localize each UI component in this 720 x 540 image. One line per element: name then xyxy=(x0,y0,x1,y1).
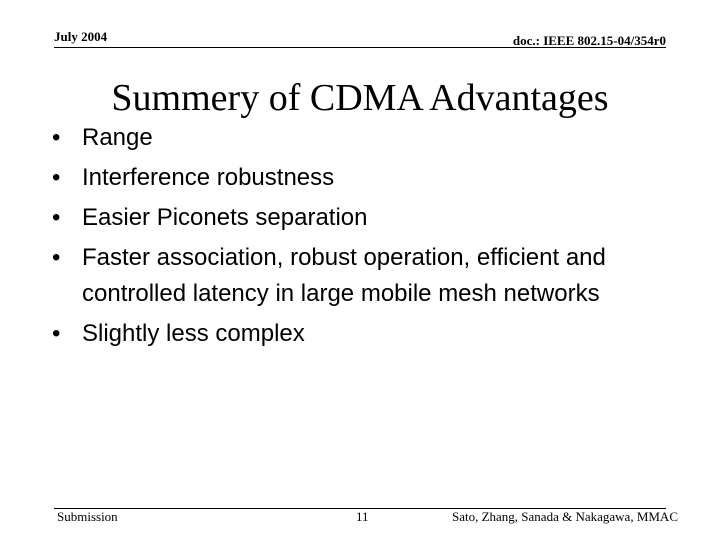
bullet-icon: • xyxy=(52,320,61,347)
bullet-item xyxy=(52,158,672,198)
bullet-text: Slightly less complex xyxy=(82,320,305,347)
bullet-text: Easier Piconets separation xyxy=(82,204,368,231)
header-doc-id: doc.: IEEE 802.15-04/354r0 xyxy=(512,33,666,48)
bullet-item xyxy=(52,238,672,314)
bullet-text: Interference robustness xyxy=(82,164,335,191)
bullet-list xyxy=(52,118,672,354)
bullet-icon: • xyxy=(52,244,61,271)
header-divider xyxy=(54,47,666,48)
slide-title: Summery of CDMA Advantages xyxy=(111,77,609,119)
bullet-icon: • xyxy=(52,124,61,151)
header-date: July 2004 xyxy=(54,29,108,44)
bullet-text: Range xyxy=(82,124,153,151)
bullet-item xyxy=(52,198,672,238)
footer-submission: Submission xyxy=(57,509,118,524)
bullet-icon: • xyxy=(52,204,61,231)
bullet-text: Faster association, robust operation, efficient and controlled latency in large mobile mesh networks xyxy=(82,244,606,307)
bullet-item xyxy=(52,118,672,158)
bullet-icon: • xyxy=(52,164,61,191)
page-number: 11 xyxy=(356,509,369,524)
footer-authors: Sato, Zhang, Sanada & Nakagawa, MMAC xyxy=(451,509,678,524)
bullet-item xyxy=(52,314,672,354)
